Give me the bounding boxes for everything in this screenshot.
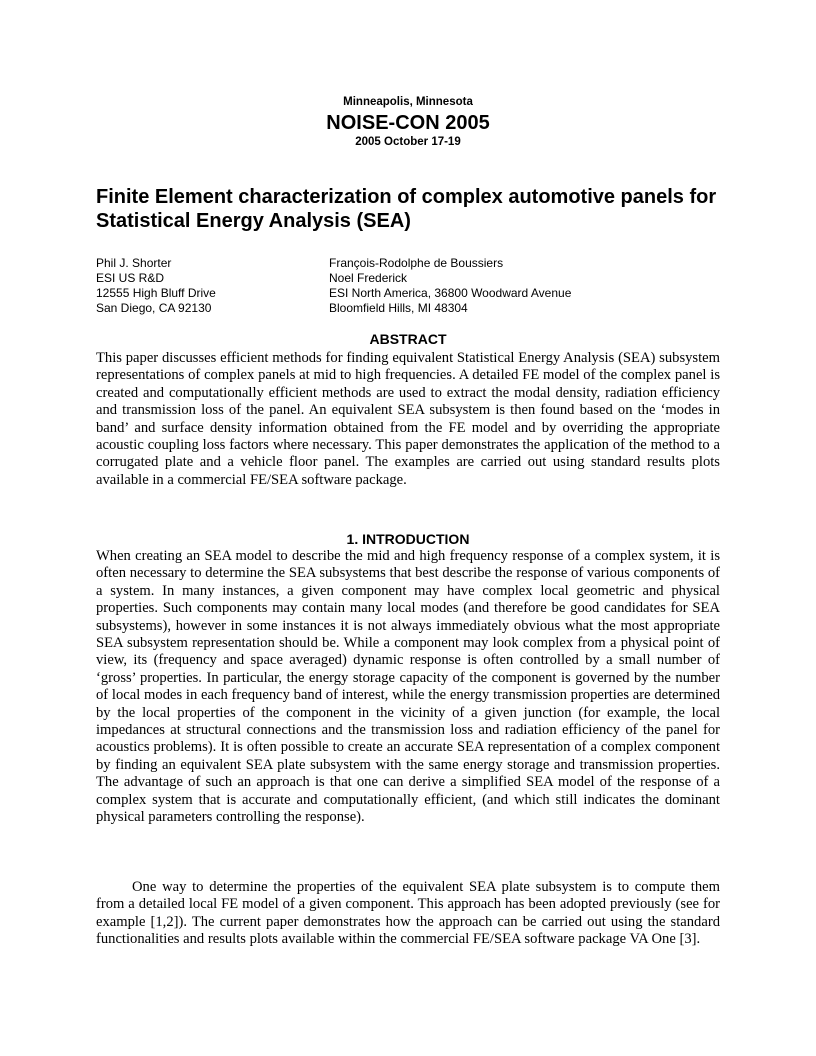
author-address: ESI North America, 36800 Woodward Avenue [329, 286, 572, 300]
author-name: Phil J. Shorter [96, 256, 172, 270]
introduction-paragraph: When creating an SEA model to describe the mid and high frequency response of a complex system, it is often necessary to determine the SEA subsystems that best describe the response of various components of a system. In many instances, a given component may have complex local geometric and physical properties. Such components may contain many local modes (and therefore be good candidates for SEA subsystems), however in some instances it is not always immediately obvious what the most appropriate SEA subsystem representation should be. While a component may look complex from a physical point of view, its (frequency and space averaged) dynamic response is often controlled by a small number of ‘gross’ properties. In particular, the energy storage capacity of the component is governed by the number of local modes in each frequency band of interest, while the energy transmission properties are determined by the local properties of the component in the vicinity of a given junction (for example, the local impedances at structural connections and the transmission loss and radiation efficiency of the panel for acoustics problems). It is often possible to create an accurate SEA representation of a complex component by finding an equivalent SEA plate subsystem with the same energy storage and transmission properties. The advantage of such an approach is that one can derive a simplified SEA model of the response of a complex system that is accurate and computationally efficient, (and which still indicates the dominant physical parameters controlling the response). [96, 548, 720, 826]
abstract-paragraph: This paper discusses efficient methods for finding equivalent Statistical Energy Analysis (SEA) subsystem representations of complex panels at mid to high frequencies. A detailed FE model of the complex panel is created and computationally efficient methods are used to extract the modal density, radiation efficiency and transmission loss of the panel. An equivalent SEA subsystem is then found based on the ‘modes in band’ and surface density information obtained from the FE model and by overriding the appropriate acoustic coupling loss factors where necessary. This paper demonstrates the application of the method to a corrugated plate and a vehicle floor panel. The examples are carried out using standard results plots available in a commercial FE/SEA software package. [96, 350, 720, 488]
conference-name: NOISE-CON 2005 [326, 112, 490, 134]
introduction-heading: 1. INTRODUCTION [346, 531, 470, 547]
author-block [329, 256, 571, 316]
author-block [96, 256, 216, 316]
author-city: Bloomfield Hills, MI 48304 [329, 301, 468, 315]
author-organization: ESI US R&D [96, 271, 165, 285]
conference-date: 2005 October 17-19 [355, 136, 461, 148]
paper-title: Finite Element characterization of complex automotive panels for Statistical Energy Analysis (SEA) [96, 186, 717, 232]
author-address: 12555 High Bluff Drive [96, 286, 216, 300]
author-city: San Diego, CA 92130 [96, 301, 212, 315]
author-name: François-Rodolphe de Boussiers [329, 256, 504, 270]
conference-location: Minneapolis, Minnesota [343, 96, 473, 108]
abstract-heading: ABSTRACT [369, 331, 447, 347]
introduction-paragraph: One way to determine the properties of the equivalent SEA plate subsystem is to compute them from a detailed local FE model of a given component. This approach has been adopted previously (see for example [1,2]). The current paper demonstrates how the approach can be carried out using the standard functionalities and results plots available within the commercial FE/SEA software package VA One [3]. [96, 879, 720, 948]
author-organization: Noel Frederick [329, 271, 408, 285]
